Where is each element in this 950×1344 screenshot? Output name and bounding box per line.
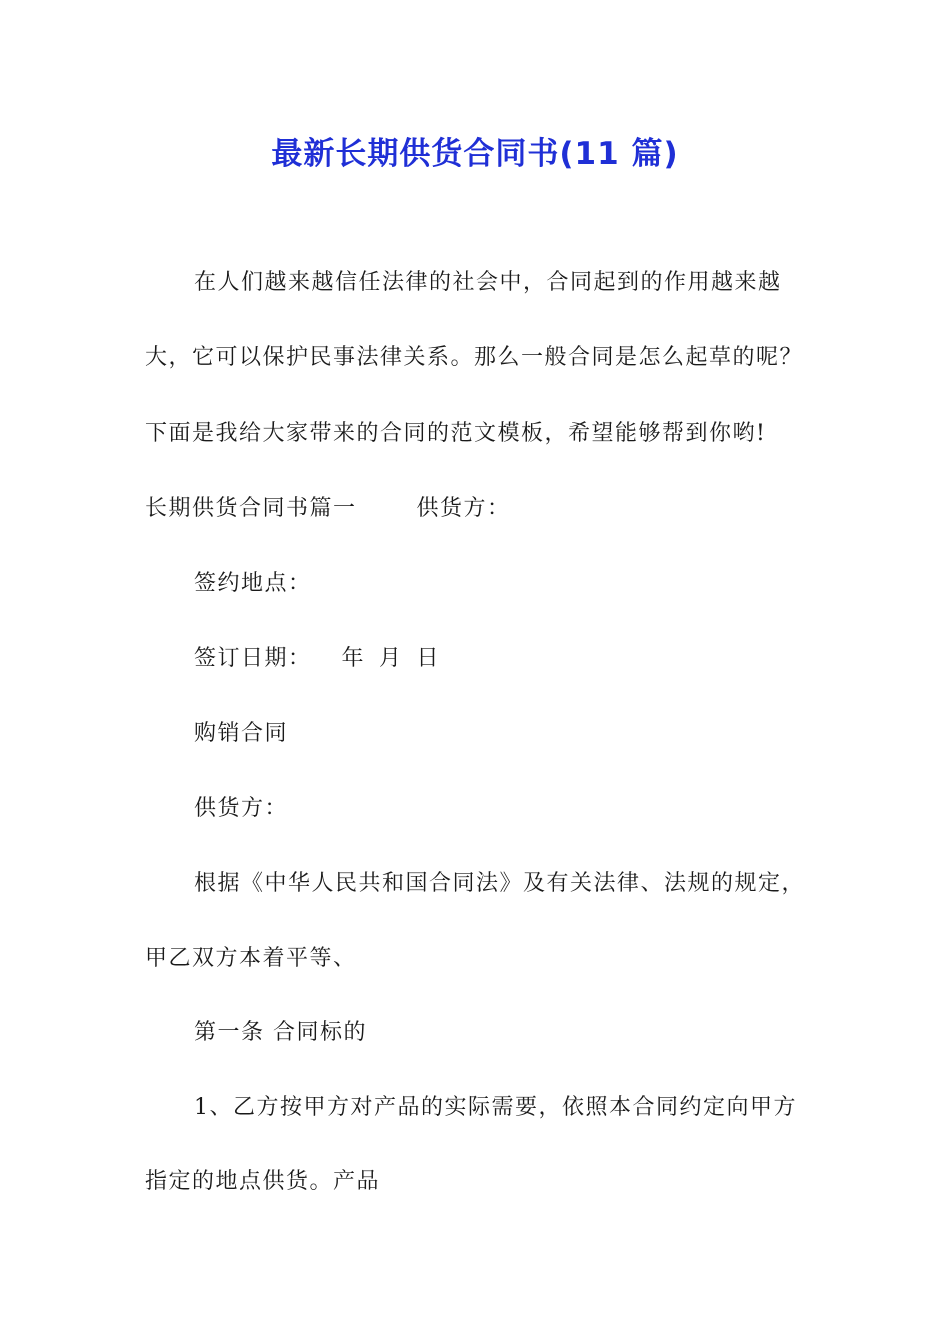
supplier-label: 供货方： [194, 796, 289, 821]
intro-line-2: 大，它可以保护民事法律关系。那么一般合同是怎么起草的呢？ [145, 345, 804, 370]
intro-line-1: 在人们越来越信任法律的社会中，合同起到的作用越来越 [194, 270, 782, 295]
section-heading: 长期供货合同书篇一 [145, 496, 357, 521]
item-1-line-1: 1、乙方按甲方对产品的实际需要，依照本合同约定向甲方 [194, 1095, 797, 1120]
contract-type: 购销合同 [194, 721, 289, 746]
year-label: 年 [341, 646, 366, 671]
basis-line-2: 甲乙双方本着平等、 [145, 946, 357, 971]
article-1-title: 第一条 合同标的 [194, 1020, 367, 1045]
intro-line-3: 下面是我给大家带来的合同的范文模板，希望能够帮到你哟! [145, 421, 767, 446]
document-title: 最新长期供货合同书(11 篇) [271, 136, 679, 172]
item-1-line-2: 指定的地点供货。产品 [145, 1169, 381, 1194]
basis-line-1: 根据《中华人民共和国合同法》及有关法律、法规的规定， [194, 871, 806, 896]
sign-date-label: 签订日期： [194, 646, 312, 671]
sign-date-line [194, 644, 440, 674]
supplier-inline-label: 供货方： [416, 496, 511, 521]
section-heading-line [145, 494, 825, 524]
month-label: 月 [379, 646, 403, 671]
day-label: 日 [416, 646, 441, 671]
sign-place-label: 签约地点： [194, 571, 312, 596]
